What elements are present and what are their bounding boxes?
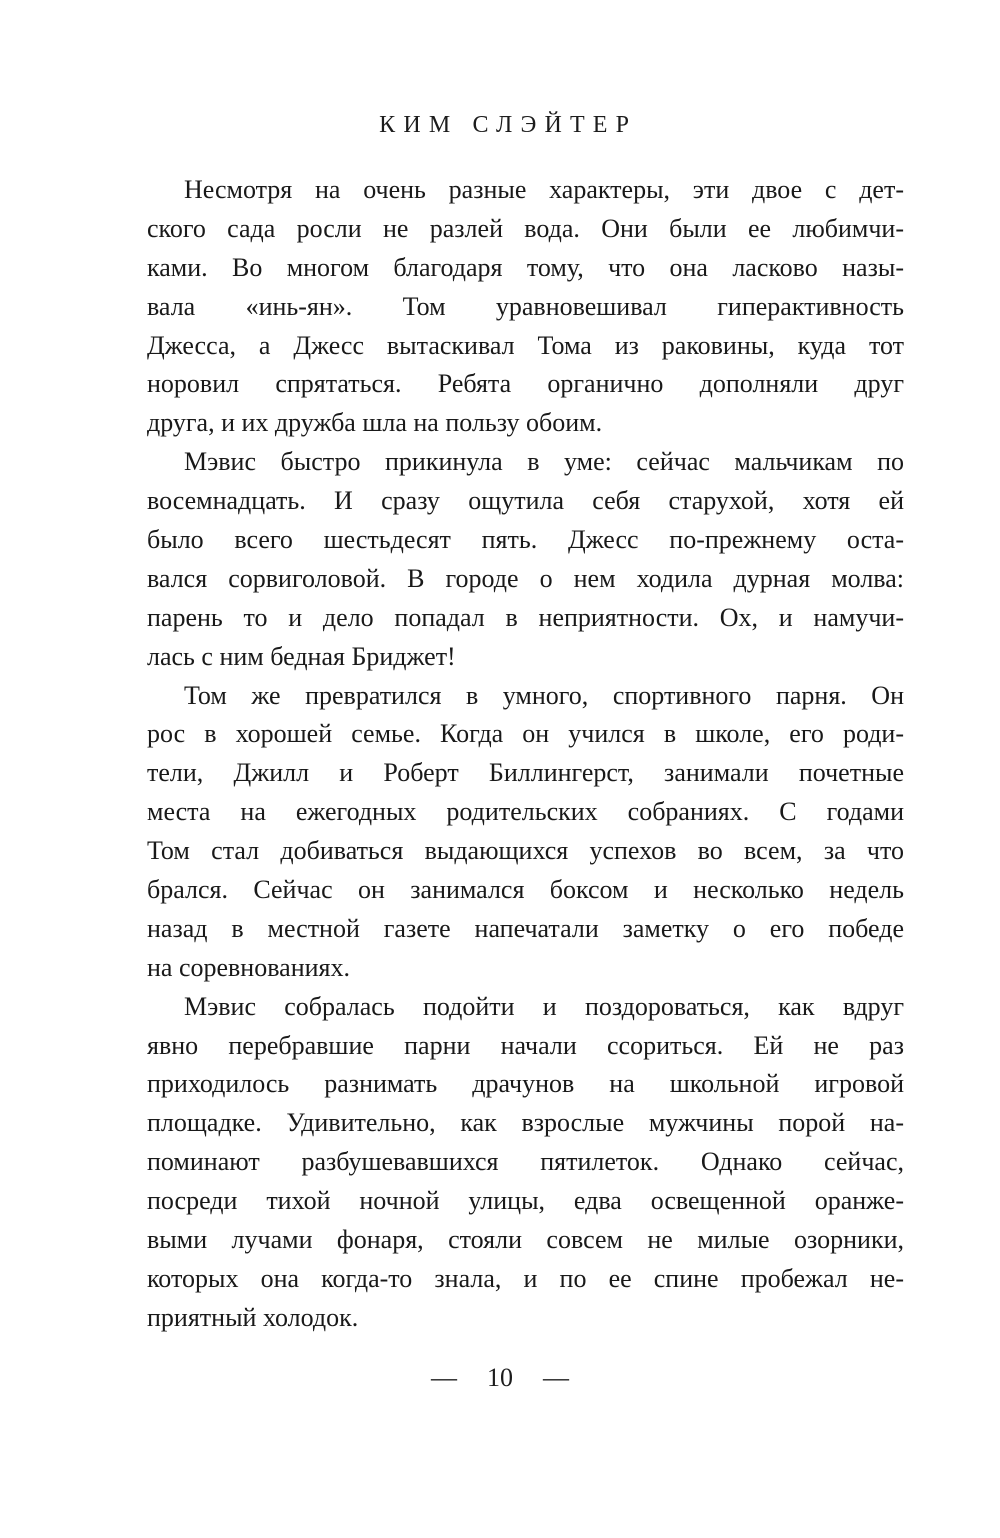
paragraph bbox=[147, 443, 904, 676]
paragraph bbox=[147, 677, 904, 988]
page-number: 10 bbox=[487, 1363, 513, 1392]
text-line: поминают разбушевавшихся пятилеток. Однако сейчас, bbox=[147, 1147, 904, 1177]
text-line: ского сада росли не разлей вода. Они были ее любимчи- bbox=[147, 213, 904, 243]
text-line: норовил спрятаться. Ребята органично дополняли друг bbox=[147, 369, 904, 399]
text-line: тели, Джилл и Роберт Биллингерст, занимали почетные bbox=[147, 758, 904, 788]
running-header: КИМ СЛЭЙТЕР bbox=[379, 112, 638, 138]
text-line: восемнадцать. И сразу ощутила себя старухой, хотя ей bbox=[147, 486, 904, 516]
text-line: Джесса, а Джесс вытаскивал Тома из раковины, куда тот bbox=[147, 330, 904, 360]
text-line: ками. Во многом благодаря тому, что она ласково назы- bbox=[147, 252, 904, 282]
text-line: приятный холодок. bbox=[147, 1302, 359, 1332]
text-line: выми лучами фонаря, стояли совсем не милые озорники, bbox=[147, 1225, 904, 1255]
text-line: Мэвис быстро прикинула в уме: сейчас мальчикам по bbox=[184, 447, 904, 477]
text-line: места на ежегодных родительских собраниях. С годами bbox=[147, 797, 904, 827]
text-line: Мэвис собралась подойти и поздороваться, как вдруг bbox=[184, 991, 904, 1021]
text-line: парень то и дело попадал в неприятности. Ох, и намучи- bbox=[147, 602, 904, 632]
text-line: посреди тихой ночной улицы, едва освещенной оранже- bbox=[147, 1186, 904, 1216]
text-line: явно перебравшие парни начали ссориться. Ей не раз bbox=[147, 1030, 904, 1060]
footer-dash-right: — bbox=[543, 1363, 569, 1392]
text-line: рос в хорошей семье. Когда он учился в школе, его роди- bbox=[147, 719, 904, 749]
paragraph bbox=[147, 171, 904, 443]
text-line: брался. Сейчас он занимался боксом и несколько недель bbox=[147, 875, 904, 905]
text-line: Том стал добиваться выдающихся успехов во всем, за что bbox=[147, 836, 904, 866]
text-line: приходилось разнимать драчунов на школьной игровой bbox=[147, 1069, 904, 1099]
text-line: Том же превратился в умного, спортивного парня. Он bbox=[184, 680, 904, 710]
text-line: вала «инь-ян». Том уравновешивал гиперактивность bbox=[147, 291, 904, 321]
text-line: назад в местной газете напечатали заметку о его победе bbox=[147, 913, 904, 943]
text-line: было всего шестьдесят пять. Джесс по-прежнему оста- bbox=[147, 525, 904, 555]
text-line: друга, и их дружба шла на пользу обоим. bbox=[147, 408, 603, 438]
page-footer bbox=[0, 1363, 1000, 1393]
paragraph bbox=[147, 988, 904, 1338]
text-line: на соревнованиях. bbox=[147, 952, 350, 982]
body-text bbox=[147, 171, 904, 1338]
text-line: лась с ним бедная Бриджет! bbox=[147, 641, 456, 671]
text-line: Несмотря на очень разные характеры, эти двое с дет- bbox=[184, 175, 904, 204]
text-line: вался сорвиголовой. В городе о нем ходила дурная молва: bbox=[147, 563, 904, 593]
text-line: площадке. Удивительно, как взрослые мужчины порой на- bbox=[147, 1108, 904, 1138]
text-line: которых она когда-то знала, и по ее спине пробежал не- bbox=[147, 1263, 904, 1293]
footer-dash-left: — bbox=[431, 1363, 457, 1392]
